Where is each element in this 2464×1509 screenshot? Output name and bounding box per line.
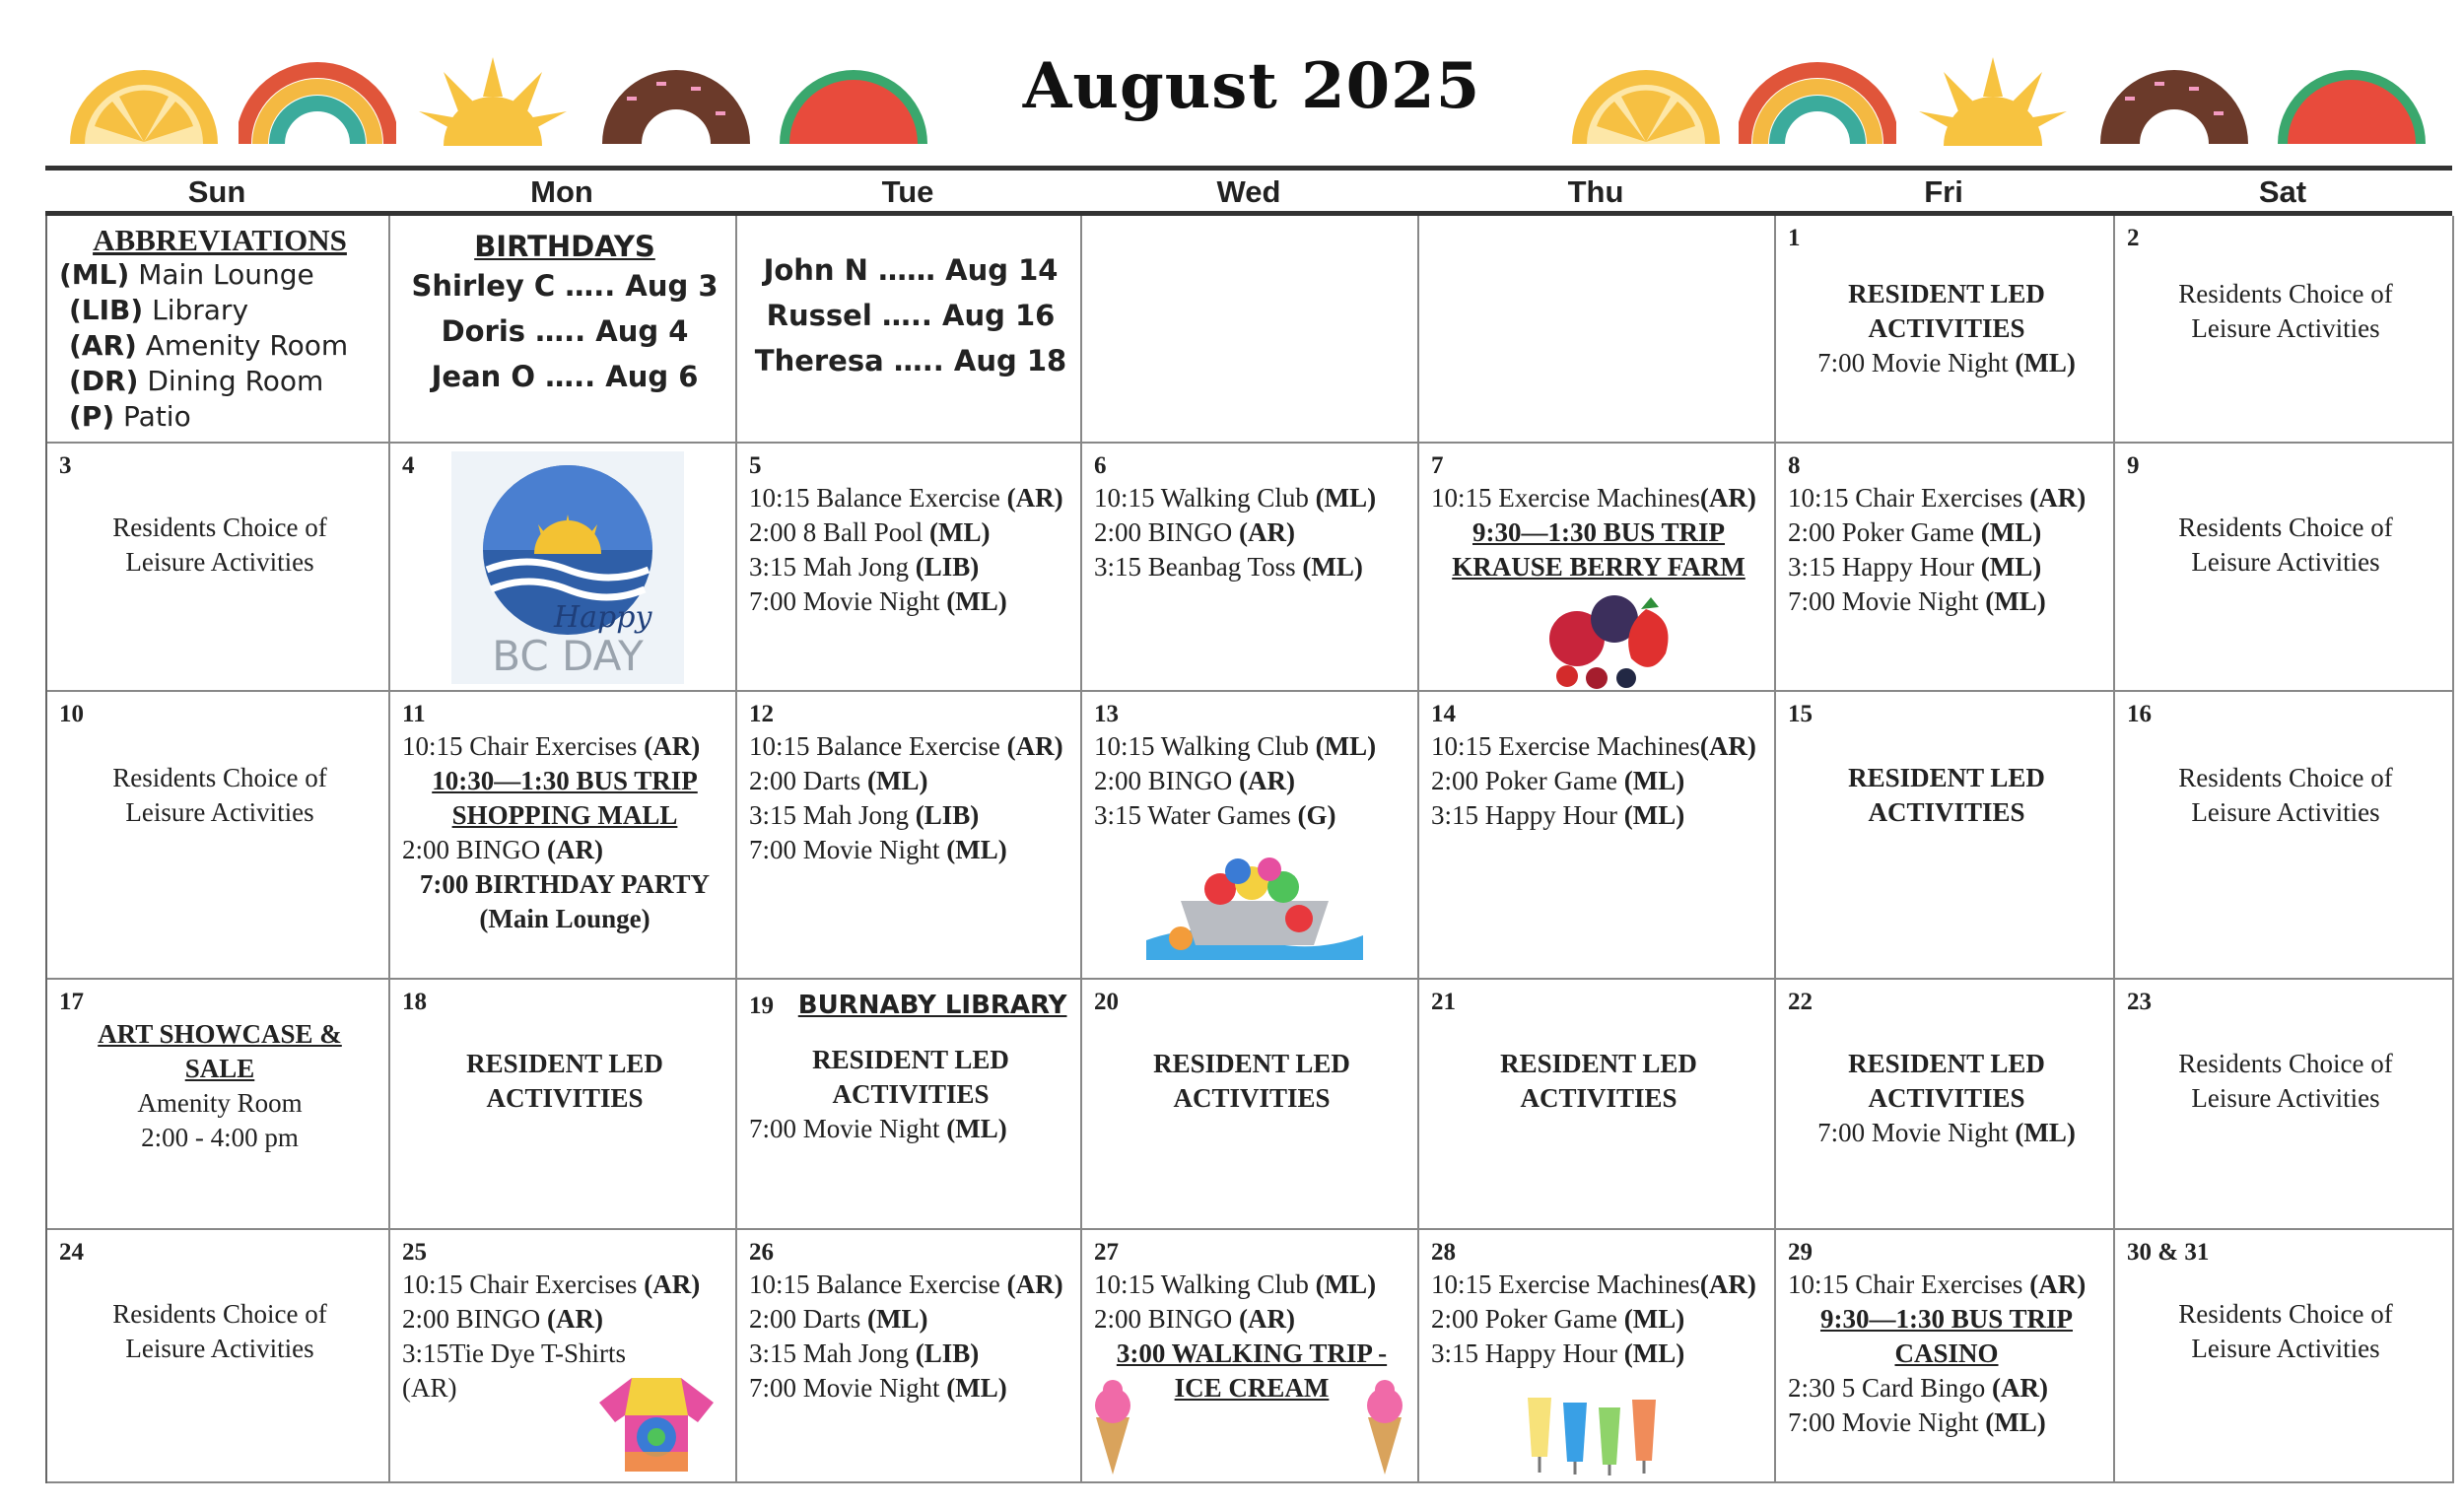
day-cell-4	[390, 444, 737, 690]
sun-icon	[1914, 57, 2072, 146]
birthday-entry: Russel ….. Aug 16	[766, 299, 1056, 332]
abbreviations-heading: ABBREVIATIONS	[93, 223, 347, 257]
resident-led-label: RESIDENT LED ACTIVITIES	[812, 1045, 1009, 1109]
page-title: August 2025	[1022, 49, 1481, 123]
ice-cream-icon	[1088, 1378, 1137, 1476]
art-showcase-title-2: SALE	[184, 1054, 255, 1083]
day-cell-2	[2115, 216, 2454, 442]
leisure-label: Residents Choice of Leisure Activities	[2178, 1299, 2393, 1363]
activity-line: 10:15 Balance Exercise (AR)	[749, 731, 1063, 761]
day-number: 23	[2127, 989, 2152, 1015]
activity-line: 10:15 Exercise Machines(AR)	[1431, 483, 1756, 513]
abbreviations-cell	[47, 216, 390, 442]
day-number: 13	[1094, 701, 1119, 727]
activity-line: 2:00 BINGO (AR)	[1094, 517, 1295, 547]
activity-line: 10:15 Exercise Machines(AR)	[1431, 1269, 1756, 1299]
day-cell-5	[737, 444, 1082, 690]
resident-led-label: RESIDENT LED ACTIVITIES	[1848, 763, 2045, 827]
activity-line: 3:15 Happy Hour (ML)	[1788, 552, 2042, 582]
resident-led-label: RESIDENT LED ACTIVITIES	[1848, 1049, 2045, 1113]
activity-line: 7:00 Movie Night (ML)	[749, 586, 1007, 616]
activity-line: 2:00 Poker Game (ML)	[1431, 766, 1685, 795]
weekday-tue: Tue	[881, 174, 934, 209]
day-number: 29	[1788, 1239, 1813, 1266]
resident-led-label: RESIDENT LED ACTIVITIES	[466, 1049, 663, 1113]
calendar-grid	[45, 216, 2454, 1483]
birthday-entry: Theresa ….. Aug 18	[754, 344, 1067, 377]
day-cell-23	[2115, 980, 2454, 1228]
abbreviation-item: (AR) Amenity Room	[69, 329, 349, 362]
leisure-label: Residents Choice of Leisure Activities	[112, 763, 327, 827]
library-trip-label: BURNABY LIBRARY	[797, 991, 1067, 1020]
day-cell-26	[737, 1230, 1082, 1481]
leisure-label: Residents Choice of Leisure Activities	[2178, 513, 2393, 577]
day-number: 10	[59, 701, 84, 727]
day-cell-17	[47, 980, 390, 1228]
day-number: 4	[402, 452, 415, 479]
day-cell-1	[1776, 216, 2115, 442]
resident-led-label: RESIDENT LED ACTIVITIES	[1848, 279, 2045, 343]
activity-line: 7:00 Movie Night (ML)	[749, 835, 1007, 864]
week-row	[47, 1230, 2454, 1483]
weekday-fri: Fri	[1924, 174, 1963, 209]
birthday-entry: Jean O ….. Aug 6	[431, 360, 699, 393]
sun-icon	[414, 57, 572, 146]
birthday-entry: John N …… Aug 14	[763, 253, 1059, 287]
activity-line: 7:00 Movie Night (ML)	[1788, 586, 2046, 616]
cocktails-icon	[1518, 1378, 1676, 1476]
activity-line: 2:00 BINGO (AR)	[402, 1304, 603, 1334]
bus-trip-label: 10:30—1:30 BUS TRIP	[432, 766, 698, 795]
event-time: 2:00 - 4:00 pm	[141, 1123, 299, 1152]
week-row	[47, 216, 2454, 444]
week-row	[47, 692, 2454, 980]
weekday-sat: Sat	[2258, 174, 2307, 209]
calendar-header	[0, 0, 2464, 168]
activity-line: 7:00 Movie Night (ML)	[1817, 348, 2076, 377]
activity-line: 3:15 Happy Hour (ML)	[1431, 1338, 1685, 1368]
activity-line: 3:15 Water Games (G)	[1094, 800, 1336, 830]
svg-text:Happy: Happy	[554, 600, 652, 635]
day-cell-19	[737, 980, 1082, 1228]
activity-line: 7:00 Movie Night (ML)	[1817, 1118, 2076, 1147]
day-cell-18	[390, 980, 737, 1228]
day-number: 8	[1788, 452, 1801, 479]
day-cell-15	[1776, 692, 2115, 978]
day-number: 22	[1788, 989, 1813, 1015]
day-number: 26	[749, 1239, 774, 1266]
leisure-label: Residents Choice of Leisure Activities	[2178, 279, 2393, 343]
abbreviation-item: (ML) Main Lounge	[59, 258, 314, 291]
activity-line: 2:30 5 Card Bingo (AR)	[1788, 1373, 2048, 1403]
day-number: 25	[402, 1239, 427, 1266]
watermelon-icon	[2273, 57, 2430, 146]
orange-slice-icon	[1567, 57, 1725, 146]
day-number: 1	[1788, 225, 1801, 251]
watermelon-icon	[775, 57, 932, 146]
berries-icon	[1538, 580, 1685, 690]
abbreviation-item: (P) Patio	[69, 400, 191, 433]
day-number: 6	[1094, 452, 1107, 479]
activity-line: 3:15 Beanbag Toss (ML)	[1094, 552, 1363, 582]
activity-line: 3:15 Mah Jong (LIB)	[749, 800, 980, 830]
activity-line: 3:15 Happy Hour (ML)	[1431, 800, 1685, 830]
day-cell-11	[390, 692, 737, 978]
weekday-mon: Mon	[530, 174, 593, 209]
empty-day-cell	[1082, 216, 1419, 442]
bus-trip-label: 9:30—1:30 BUS TRIP	[1819, 1304, 2074, 1334]
tie-dye-shirt-icon	[597, 1368, 716, 1476]
weekday-header-row	[45, 173, 2452, 211]
day-number: 30 & 31	[2127, 1239, 2210, 1266]
abbreviation-item: (DR) Dining Room	[69, 365, 324, 397]
activity-line: 2:00 8 Ball Pool (ML)	[749, 517, 991, 547]
leisure-label: Residents Choice of Leisure Activities	[2178, 763, 2393, 827]
activity-line: 10:15 Chair Exercises (AR)	[1788, 483, 2087, 513]
day-number: 19	[749, 993, 774, 1019]
activity-line: 10:15 Chair Exercises (AR)	[402, 731, 701, 761]
day-number: 20	[1094, 989, 1119, 1015]
svg-text:BC DAY: BC DAY	[492, 632, 644, 680]
day-number: 12	[749, 701, 774, 727]
day-number: 11	[402, 701, 426, 727]
day-cell-16	[2115, 692, 2454, 978]
day-number: 21	[1431, 989, 1456, 1015]
ice-cream-icon	[1360, 1378, 1409, 1476]
day-cell-27	[1082, 1230, 1419, 1481]
activity-line: 2:00 Poker Game (ML)	[1788, 517, 2042, 547]
day-number: 18	[402, 989, 427, 1015]
activity-line: 10:15 Walking Club (ML)	[1094, 483, 1377, 513]
event-location: Amenity Room	[137, 1088, 303, 1118]
week-row	[47, 444, 2454, 692]
bus-trip-destination: CASINO	[1894, 1338, 1999, 1368]
walking-trip-destination: ICE CREAM	[1174, 1373, 1330, 1403]
day-cell-30-31	[2115, 1230, 2454, 1481]
abbreviation-item: (LIB) Library	[69, 294, 249, 326]
activity-line: 3:15Tie Dye T-Shirts	[402, 1338, 627, 1368]
bus-trip-destination: SHOPPING MALL	[451, 800, 678, 830]
day-cell-29	[1776, 1230, 2115, 1481]
day-number: 16	[2127, 701, 2152, 727]
bus-trip-destination: KRAUSE BERRY FARM	[1452, 552, 1745, 582]
activity-line: 10:15 Exercise Machines(AR)	[1431, 731, 1756, 761]
water-balloons-icon	[1141, 842, 1368, 960]
resident-led-label: RESIDENT LED ACTIVITIES	[1153, 1049, 1350, 1113]
day-cell-13	[1082, 692, 1419, 978]
weekday-wed: Wed	[1216, 174, 1281, 209]
resident-led-label: RESIDENT LED ACTIVITIES	[1500, 1049, 1697, 1113]
day-cell-25	[390, 1230, 737, 1481]
birthday-party-location: (Main Lounge)	[479, 904, 650, 933]
activity-line: 10:15 Walking Club (ML)	[1094, 731, 1377, 761]
day-cell-21	[1419, 980, 1776, 1228]
activity-line: 7:00 Movie Night (ML)	[749, 1373, 1007, 1403]
birthday-entry: Doris ….. Aug 4	[441, 314, 689, 348]
day-number: 24	[59, 1239, 84, 1266]
birthdays-cell	[390, 216, 737, 442]
day-number: 14	[1431, 701, 1456, 727]
activity-line: 7:00 Movie Night (ML)	[1788, 1407, 2046, 1437]
activity-line: 2:00 Darts (ML)	[749, 1304, 928, 1334]
day-cell-22	[1776, 980, 2115, 1228]
birthday-party-label: 7:00 BIRTHDAY PARTY	[419, 869, 711, 899]
activity-line: (AR)	[402, 1373, 457, 1403]
rainbow-icon	[1739, 57, 1896, 146]
activity-line: 10:15 Balance Exercise (AR)	[749, 483, 1063, 513]
day-number: 27	[1094, 1239, 1119, 1266]
donut-icon	[597, 57, 755, 146]
day-number: 28	[1431, 1239, 1456, 1266]
activity-line: 2:00 BINGO (AR)	[402, 835, 603, 864]
rainbow-icon	[239, 57, 396, 146]
day-cell-3	[47, 444, 390, 690]
art-showcase-title: ART SHOWCASE &	[98, 1019, 342, 1049]
day-cell-9	[2115, 444, 2454, 690]
leisure-label: Residents Choice of Leisure Activities	[2178, 1049, 2393, 1113]
bc-day-image	[451, 451, 684, 684]
activity-line: 7:00 Movie Night (ML)	[749, 1114, 1007, 1143]
day-cell-28	[1419, 1230, 1776, 1481]
activity-line: 10:15 Walking Club (ML)	[1094, 1269, 1377, 1299]
leisure-label: Residents Choice of Leisure Activities	[112, 513, 327, 577]
birthdays-heading: BIRTHDAYS	[474, 230, 655, 263]
day-number: 7	[1431, 452, 1444, 479]
day-number: 3	[59, 452, 72, 479]
activity-line: 3:15 Mah Jong (LIB)	[749, 1338, 980, 1368]
day-number: 17	[59, 989, 84, 1015]
day-number: 5	[749, 452, 762, 479]
activity-line: 3:15 Mah Jong (LIB)	[749, 552, 980, 582]
walking-trip-label: 3:00 WALKING TRIP -	[1116, 1338, 1388, 1368]
day-cell-24	[47, 1230, 390, 1481]
donut-icon	[2095, 57, 2253, 146]
activity-line: 10:15 Chair Exercises (AR)	[1788, 1269, 2087, 1299]
day-cell-6	[1082, 444, 1419, 690]
activity-line: 2:00 BINGO (AR)	[1094, 766, 1295, 795]
activity-line: 2:00 Poker Game (ML)	[1431, 1304, 1685, 1334]
activity-line: 2:00 Darts (ML)	[749, 766, 928, 795]
bus-trip-label: 9:30—1:30 BUS TRIP	[1472, 517, 1726, 547]
day-number: 9	[2127, 452, 2140, 479]
empty-day-cell	[1419, 216, 1776, 442]
activity-line: 10:15 Balance Exercise (AR)	[749, 1269, 1063, 1299]
weekday-sun: Sun	[187, 174, 246, 209]
leisure-label: Residents Choice of Leisure Activities	[112, 1299, 327, 1363]
week-row	[47, 980, 2454, 1230]
birthdays-cell-continued	[737, 216, 1082, 442]
activity-line: 2:00 BINGO (AR)	[1094, 1304, 1295, 1334]
day-cell-7	[1419, 444, 1776, 690]
day-number: 15	[1788, 701, 1813, 727]
day-cell-12	[737, 692, 1082, 978]
day-cell-8	[1776, 444, 2115, 690]
weekday-thu: Thu	[1567, 174, 1624, 209]
orange-slice-icon	[65, 57, 223, 146]
day-number: 2	[2127, 225, 2140, 251]
day-cell-14	[1419, 692, 1776, 978]
day-cell-10	[47, 692, 390, 978]
birthday-entry: Shirley C ….. Aug 3	[411, 269, 719, 303]
activity-line: 10:15 Chair Exercises (AR)	[402, 1269, 701, 1299]
day-cell-20	[1082, 980, 1419, 1228]
